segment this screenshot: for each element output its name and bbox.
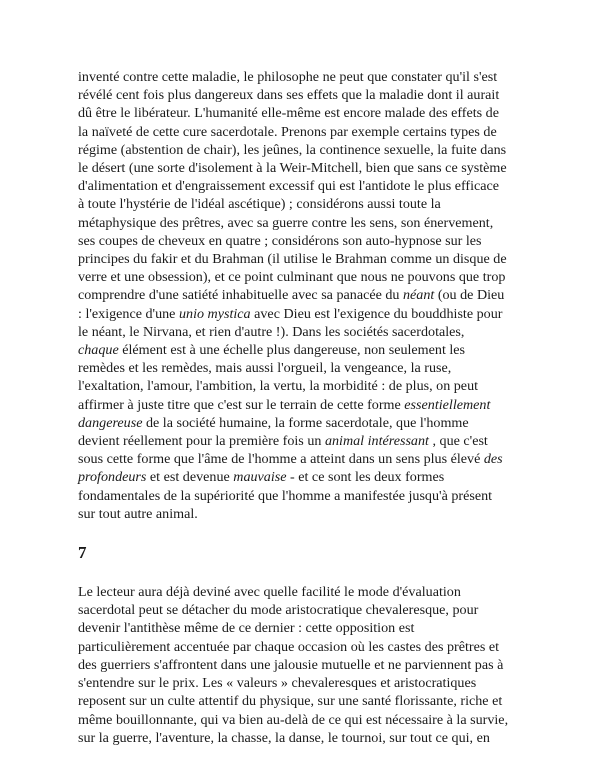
text-segment: profondeurs (78, 469, 147, 486)
text-segment: unio mystica (178, 305, 251, 322)
text-line (78, 214, 530, 232)
text-segment: devient réellement pour la première fois un (78, 433, 325, 450)
text-segment: inventé contre cette maladie, le philosophe ne peut que constater qu'il s'est (78, 69, 498, 85)
text-segment: néant (402, 287, 435, 304)
text-line (78, 414, 530, 432)
text-line (78, 341, 530, 359)
text-segment: même bouillonnante, qui va bien au-delà de ce qui est nécessaire à la survie, (78, 711, 509, 728)
paragraph-1 (78, 68, 530, 523)
text-line (78, 359, 530, 377)
text-line (78, 268, 530, 286)
text-line (78, 159, 530, 177)
text-line (78, 450, 530, 468)
text-segment: , que c'est (428, 433, 488, 450)
text-segment: à toute l'hystérie de l'idéal ascétique) ; considérons aussi toute la (78, 196, 441, 213)
text-segment: des (483, 451, 503, 468)
paragraph-2 (78, 583, 530, 747)
text-line (78, 377, 530, 395)
document-page (78, 68, 530, 747)
text-segment: animal intéressant (324, 433, 429, 450)
text-line (78, 601, 530, 619)
text-segment: sacerdotal peut se détacher du mode aristocratique chevaleresque, pour (78, 602, 479, 619)
text-segment: de la société humaine, la forme sacerdotale, que l'homme (142, 414, 469, 431)
text-line (78, 141, 530, 159)
text-segment: des guerriers s'affrontent dans une jalousie mutuelle et ne parviennent pas à (78, 656, 504, 673)
text-line (78, 656, 530, 674)
text-segment: affirmer à juste titre que c'est sur le terrain de cette forme (78, 396, 405, 413)
text-line (78, 468, 530, 486)
text-segment: avec Dieu est l'exigence du bouddhiste pour (250, 305, 503, 322)
text-segment: sous cette forme que l'âme de l'homme a atteint dans un sens plus élevé (78, 451, 484, 468)
text-segment: fondamentales de la supériorité que l'homme a manifestée jusqu'à présent (78, 487, 493, 504)
text-segment: régime (abstention de chair), les jeûnes, la continence sexuelle, la fuite dans (78, 141, 507, 158)
text-line (78, 250, 530, 268)
text-line (78, 86, 530, 104)
text-line (78, 692, 530, 710)
text-segment: d'alimentation et d'engraissement excessif qui est l'antidote le plus efficace (78, 178, 500, 195)
text-line (78, 232, 530, 250)
text-segment: particulièrement accentuée par chaque occasion où les castes des prêtres et (78, 638, 500, 655)
text-line (78, 487, 530, 505)
text-line (78, 195, 530, 213)
text-segment: essentiellement (404, 396, 491, 413)
text-segment: principes du fakir et du Brahman (il utilise le Brahman comme un disque de (78, 251, 507, 268)
text-segment: chaque (78, 342, 119, 359)
text-line (78, 674, 530, 692)
text-line (78, 638, 530, 656)
text-segment: s'entendre sur le prix. Les « valeurs » chevaleresques et aristocratiques (78, 675, 477, 692)
text-segment: verre et une obsession), et ce point culminant que nous ne pouvons que trop (78, 269, 506, 286)
text-segment: sur la guerre, l'aventure, la chasse, la danse, le tournoi, sur tout ce qui, en (78, 729, 490, 746)
text-segment: remèdes et les remèdes, mais aussi l'orgueil, la vengeance, la ruse, (78, 360, 452, 377)
text-segment: ses coupes de cheveux en quatre ; considérons son auto-hypnose sur les (78, 232, 482, 249)
text-line (78, 711, 530, 729)
text-line (78, 104, 530, 122)
text-segment: élément est à une échelle plus dangereuse, non seulement les (118, 342, 466, 359)
text-line (78, 177, 530, 195)
text-segment: - et ce sont les deux formes (286, 469, 445, 486)
text-segment: l'exaltation, l'amour, l'ambition, la vertu, la morbidité : de plus, on peut (78, 378, 479, 395)
text-line (78, 505, 530, 523)
text-line (78, 123, 530, 141)
text-line (78, 583, 530, 601)
text-line (78, 396, 530, 414)
text-segment: révélé cent fois plus dangereux dans ses effets que la maladie dont il aurait (78, 87, 500, 104)
text-segment: la naïveté de cette cure sacerdotale. Prenons par exemple certains types de (78, 123, 497, 140)
text-line (78, 305, 530, 323)
text-segment: reposent sur un culte attentif du physique, sur une santé florissante, riche et (78, 693, 503, 710)
section-heading: 7 (78, 543, 87, 563)
text-segment: sur tout autre animal. (78, 505, 198, 522)
text-segment: (ou de Dieu (434, 287, 505, 304)
text-segment: Le lecteur aura déjà deviné avec quelle facilité le mode d'évaluation (78, 584, 461, 601)
text-line (78, 619, 530, 637)
text-segment: et est devenue (146, 469, 234, 486)
text-line (78, 68, 530, 86)
text-segment: : l'exigence d'une (78, 305, 179, 322)
text-segment: le néant, le Nirvana, et rien d'autre !). Dans les sociétés sacerdotales, (78, 323, 465, 340)
text-segment: comprendre d'une satiété inhabituelle avec sa panacée du (78, 287, 403, 304)
text-segment: devenir l'antithèse même de ce dernier : cette opposition est (78, 620, 415, 637)
text-segment: dangereuse (78, 414, 143, 431)
text-segment: le désert (une sorte d'isolement à la Weir-Mitchell, bien que sans ce système (78, 160, 507, 177)
text-line (78, 286, 530, 304)
text-line (78, 729, 530, 747)
text-segment: dû être le libérateur. L'humanité elle-même est encore malade des effets de (78, 105, 499, 122)
text-line (78, 323, 530, 341)
text-segment: métaphysique des prêtres, avec sa guerre contre les sens, son énervement, (78, 214, 494, 231)
text-segment: mauvaise (233, 469, 287, 486)
text-line (78, 432, 530, 450)
